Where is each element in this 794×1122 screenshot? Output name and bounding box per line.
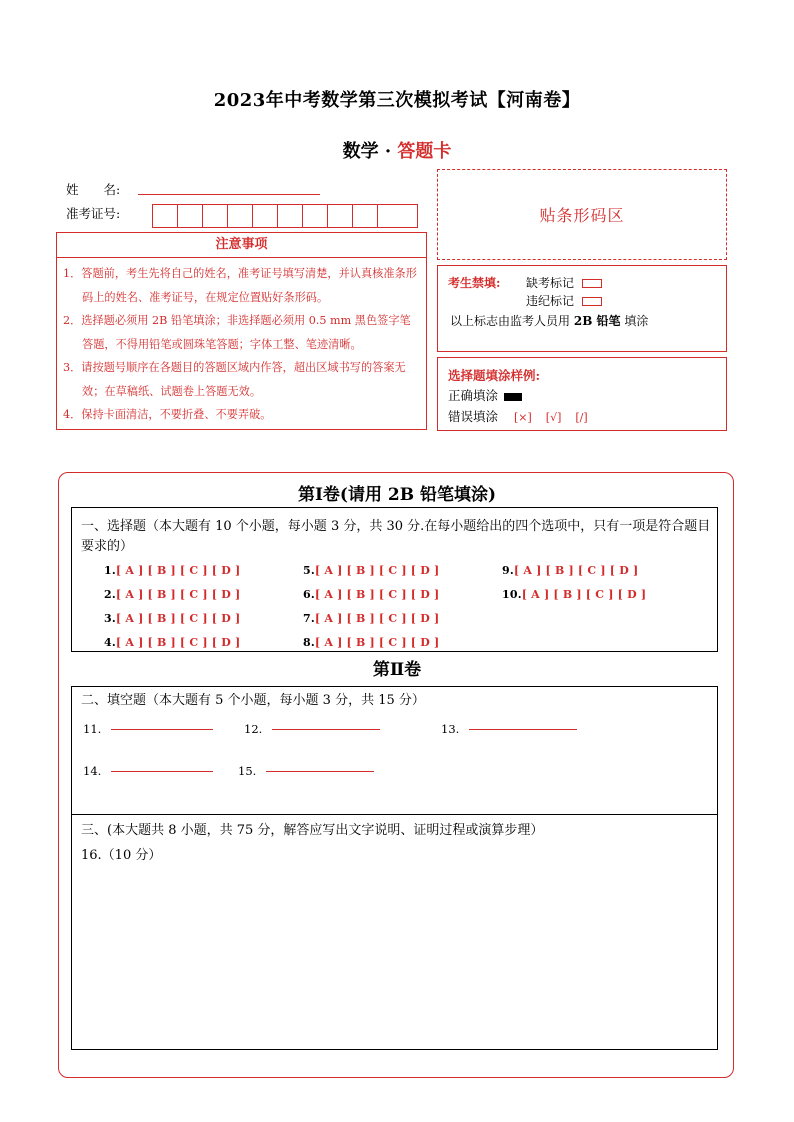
answer-options[interactable]: [ A ] [ B ] [ C ] [ D ] (314, 588, 440, 601)
restricted-label: 考生禁填: (448, 276, 501, 290)
question-number: 4. (104, 636, 116, 649)
question-number: 8. (303, 636, 315, 649)
choice-question[interactable] (303, 612, 439, 625)
fill-blank-item (238, 764, 374, 778)
question-number: 5. (303, 564, 315, 577)
question-number: 10. (502, 588, 522, 601)
fill-blank-item (441, 722, 577, 736)
fill-answer-line[interactable] (469, 729, 577, 730)
part2-title: 第Ⅱ卷 (372, 660, 422, 680)
correct-fill-row (448, 386, 522, 404)
answer-options[interactable]: [ A ] [ B ] [ C ] [ D ] (115, 612, 241, 625)
fill-sample-box (437, 357, 727, 431)
proctor-note (450, 312, 648, 329)
barcode-label: 贴条形码区 (539, 206, 625, 225)
question-16-answer-area[interactable] (72, 872, 717, 1048)
notice-item: 4．保持卡面清洁，不要折叠、不要弄破。 (63, 408, 272, 421)
fill-answer-line[interactable] (266, 771, 374, 772)
choice-question[interactable] (502, 588, 646, 601)
answer-options[interactable]: [ A ] [ B ] [ C ] [ D ] (314, 564, 440, 577)
section-divider (71, 814, 718, 815)
choice-section (71, 507, 718, 652)
answer-card-label: 答题卡 (397, 141, 452, 162)
correct-fill-mark (504, 393, 522, 401)
answer-options[interactable]: [ A ] [ B ] [ C ] [ D ] (513, 564, 639, 577)
choice-instruction: 一、选择题（本大题有 10 个小题，每小题 3 分，共 30 分.在每小题给出的四个选项中，只有一项是符合题目要求的） (81, 519, 711, 554)
part1-title: 第Ⅰ卷(请用 2B 铅笔填涂) (297, 485, 497, 505)
card-subtitle (0, 137, 794, 163)
choice-question[interactable] (303, 588, 439, 601)
examinee-restricted-box (437, 265, 727, 352)
choice-question[interactable] (303, 636, 439, 649)
proctor-note-bold: 2B 铅笔 (573, 314, 621, 328)
notice-list (57, 258, 426, 427)
absent-mark-label: 缺考标记 (526, 276, 575, 290)
fill-answer-line[interactable] (111, 771, 213, 772)
question-number: 6. (303, 588, 315, 601)
proctor-note-suffix: 填涂 (624, 314, 649, 328)
choice-question[interactable] (303, 564, 439, 577)
notice-box (56, 232, 427, 430)
answer-options[interactable]: [ A ] [ B ] [ C ] [ D ] (314, 636, 440, 649)
choice-question[interactable] (104, 612, 240, 625)
fill-number: 13. (441, 722, 460, 736)
id-digit-cell[interactable] (303, 205, 328, 227)
fill-blank-item (83, 722, 213, 736)
id-digit-cell[interactable] (378, 205, 403, 227)
part2-section (71, 686, 718, 1050)
id-digit-cell[interactable] (228, 205, 253, 227)
id-digit-cell[interactable] (278, 205, 303, 227)
notice-item: 3．请按题号顺序在各题目的答题区域内作答，超出区域书写的答案无效；在草稿纸、试题卷上答题无效。 (63, 361, 406, 398)
subject-label: 数学 (342, 141, 379, 162)
fill-answer-line[interactable] (111, 729, 213, 730)
name-field[interactable] (138, 194, 320, 195)
answer-options[interactable]: [ A ] [ B ] [ C ] [ D ] (115, 564, 241, 577)
notice-item: 2．选择题必须用 2B 铅笔填涂；非选择题必须用 0.5 mm 黑色签字笔答题，不得用铅笔或圆珠笔答题；字体工整、笔迹清晰。 (63, 314, 411, 351)
choice-question[interactable] (502, 564, 638, 577)
id-digit-cell[interactable] (353, 205, 378, 227)
notice-title: 注意事项 (57, 233, 426, 258)
answer-options[interactable]: [ A ] [ B ] [ C ] [ D ] (314, 612, 440, 625)
exam-id-label: 准考证号: (66, 206, 121, 221)
wrong-mark-x: [×] (514, 411, 532, 424)
wrong-mark-slash: [/] (575, 411, 588, 424)
wrong-fill-label: 错误填涂 (448, 409, 499, 424)
absent-mark-box[interactable] (582, 279, 602, 288)
answer-options[interactable]: [ A ] [ B ] [ C ] [ D ] (521, 588, 647, 601)
exam-title: 2023年中考数学第三次模拟考试【河南卷】 (213, 90, 581, 111)
correct-fill-label: 正确填涂 (448, 388, 499, 403)
wrong-mark-check: [√] (545, 411, 562, 424)
name-label: 姓 名: (66, 182, 121, 197)
id-digit-cell[interactable] (153, 205, 178, 227)
question-number: 3. (104, 612, 116, 625)
id-digit-cell[interactable] (203, 205, 228, 227)
question-16-label: 16.（10 分） (81, 848, 162, 863)
question-number: 2. (104, 588, 116, 601)
fill-number: 15. (238, 764, 257, 778)
id-digit-cell[interactable] (253, 205, 278, 227)
fill-number: 14. (83, 764, 102, 778)
violation-mark-box[interactable] (582, 297, 602, 306)
fill-answer-line[interactable] (272, 729, 380, 730)
absent-mark-row (526, 274, 602, 291)
barcode-area (437, 169, 727, 260)
violation-mark-label: 违纪标记 (526, 294, 575, 308)
fill-blank-item (83, 764, 213, 778)
choice-question[interactable] (104, 564, 240, 577)
answer-instruction: 三、(本大题共 8 小题，共 75 分，解答应写出文字说明、证明过程或演算步理） (81, 823, 544, 838)
fill-instruction: 二、填空题（本大题有 5 个小题，每小题 3 分，共 15 分） (81, 693, 425, 708)
proctor-note-prefix: 以上标志由监考人员用 (450, 314, 571, 328)
fill-number: 11. (83, 722, 102, 736)
fill-blank-item (244, 722, 380, 736)
fill-number: 12. (244, 722, 263, 736)
fill-sample-title: 选择题填涂样例: (448, 368, 541, 383)
question-number: 1. (104, 564, 116, 577)
question-number: 9. (502, 564, 514, 577)
dot-separator: · (384, 141, 392, 162)
exam-id-boxes[interactable] (152, 204, 418, 228)
answer-options[interactable]: [ A ] [ B ] [ C ] [ D ] (115, 636, 241, 649)
id-digit-cell[interactable] (328, 205, 353, 227)
answer-options[interactable]: [ A ] [ B ] [ C ] [ D ] (115, 588, 241, 601)
wrong-fill-row (448, 407, 588, 425)
violation-mark-row (526, 292, 602, 309)
choice-question[interactable] (104, 636, 240, 649)
notice-item: 1．答题前，考生先将自己的姓名，准考证号填写清楚，并认真核准条形码上的姓名、准考证号，在规定位置贴好条形码。 (63, 267, 417, 304)
choice-question[interactable] (104, 588, 240, 601)
id-digit-cell[interactable] (178, 205, 203, 227)
question-number: 7. (303, 612, 315, 625)
